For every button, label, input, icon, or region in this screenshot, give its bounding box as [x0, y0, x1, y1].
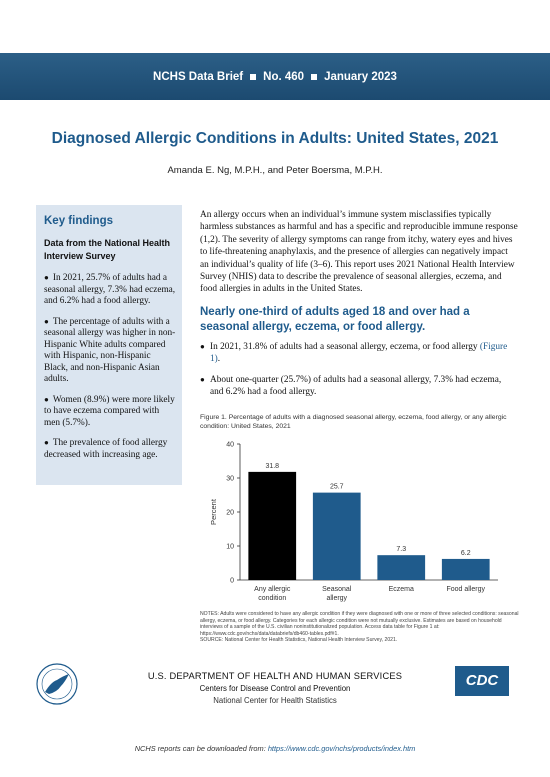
key-finding-item — [44, 437, 176, 461]
notes-text: NOTES: Adults were considered to have any allergic condition if they were diagnosed with one or more of three selected conditions: seasonal allergy, eczema, or food allergy. Categories for each allergic condition were not mutually exclusive. Estimates are based on household interviews of a sample of the U.S. civilian noninstitutionalized population. Access data table for Figure 1 at: https://www.cdc.gov/nchs/data/databriefs/db460-tables.pdf#1. — [200, 611, 519, 637]
figure-1-link[interactable]: (Figure 1) — [210, 342, 508, 365]
data-label: 7.3 — [396, 546, 407, 554]
key-finding-item — [44, 394, 176, 430]
y-tick-label: 40 — [226, 441, 234, 449]
banner-series: NCHS Data Brief — [153, 70, 244, 83]
key-finding-item — [44, 272, 176, 308]
finding-bullet — [200, 374, 510, 399]
key-findings-subheading: Data from the National Health Interview Survey — [44, 238, 171, 261]
bar — [313, 493, 361, 580]
nchs-name: National Center for Health Statistics — [213, 696, 337, 705]
figure-caption: Figure 1. Percentage of adults with a diagnosed seasonal allergy, eczema, food allergy, or any allergic condition: United States, 2021 — [200, 414, 507, 430]
key-finding-text: In 2021, 25.7% of adults had a seasonal allergy, 7.3% had eczema, and 6.2% had a food allergy. — [44, 273, 176, 306]
key-finding-text: The percentage of adults with a seasonal allergy was higher in non-Hispanic White adults compared with Hispanic, non-Hispanic Black, and non-Hispanic Asian adults. — [44, 316, 176, 384]
banner-text — [153, 71, 397, 83]
data-label: 6.2 — [460, 549, 471, 557]
bullet-tail: . — [217, 354, 221, 365]
section-heading: Nearly one-third of adults aged 18 and over had a seasonal allergy, eczema, or food allergy. — [200, 306, 470, 333]
download-text: NCHS reports can be downloaded from: — [134, 744, 266, 753]
cdc-name: Centers for Disease Control and Prevention — [199, 684, 351, 693]
x-tick-label: condition — [258, 595, 287, 602]
bullet-icon: ● — [200, 375, 205, 384]
bullet-text: In 2021, 31.8% of adults had a seasonal allergy, eczema, or food allergy — [210, 342, 478, 352]
cdc-logo-icon — [455, 666, 509, 696]
bullet-text: About one-quarter (25.7%) of adults had a seasonal allergy, 7.3% had eczema, and 6.2% had a food allergy. — [210, 375, 502, 398]
separator-square-icon — [311, 74, 317, 80]
banner-date: January 2023 — [324, 70, 397, 83]
bullet-icon: ● — [44, 394, 49, 404]
dept-name: U.S. DEPARTMENT OF HEALTH AND HUMAN SERVICES — [147, 671, 403, 681]
y-axis-label: Percent — [209, 499, 218, 525]
x-tick-label: Food allergy — [446, 586, 486, 593]
key-finding-text: The prevalence of food allergy decreased with increasing age. — [44, 438, 168, 460]
x-tick-label: allergy — [326, 595, 348, 602]
key-findings-heading: Key findings — [44, 215, 114, 227]
x-tick-label: Eczema — [388, 586, 414, 593]
y-tick-label: 10 — [226, 543, 234, 551]
bar — [377, 555, 425, 580]
key-finding-text: Women (8.9%) were more likely to have eczema compared with men (5.7%). — [44, 394, 175, 428]
report-authors: Amanda E. Ng, M.P.H., and Peter Boersma, M.P.H. — [167, 165, 383, 176]
bar-chart — [200, 436, 500, 606]
download-link[interactable]: https://www.cdc.gov/nchs/products/index.htm — [267, 744, 416, 753]
bullet-icon: ● — [44, 316, 49, 326]
cdc-logo-text: CDC — [465, 672, 499, 689]
bar — [442, 559, 490, 580]
report-banner — [0, 53, 550, 100]
finding-bullet — [200, 341, 510, 366]
y-tick-label: 20 — [226, 509, 234, 517]
y-tick-label: 0 — [230, 577, 234, 585]
y-tick-label: 30 — [226, 475, 234, 483]
bullet-icon: ● — [44, 438, 49, 447]
key-findings-sidebar — [36, 205, 182, 485]
intro-paragraph: An allergy occurs when an individual’s immune system misclassifies typically harmless substances as harmful and has a specific and reproducible immune response (1,2). The severity of allergy symptoms can range from itchy, watery eyes and hives to life-threatening anaphylaxis, and the presence of allergies can negatively impact an individual’s quality of life (3–6). This report uses 2021 National Health Interview Survey (NHIS) data to describe the prevalence of seasonal allergies, eczema, and food allergies in adults in the United States. — [200, 210, 518, 295]
key-finding-item — [44, 316, 176, 386]
data-label: 31.8 — [265, 462, 280, 470]
banner-number: No. 460 — [263, 70, 305, 83]
bullet-icon: ● — [44, 273, 49, 282]
report-title: Diagnosed Allergic Conditions in Adults: United States, 2021 — [51, 130, 499, 147]
download-note — [0, 744, 550, 753]
figure-notes — [200, 611, 522, 644]
data-label: 25.7 — [329, 483, 344, 491]
x-tick-label: Any allergic — [254, 586, 291, 593]
x-tick-label: Seasonal — [322, 586, 352, 593]
bar — [248, 472, 296, 580]
bullet-icon: ● — [200, 342, 205, 351]
notes-source: SOURCE: National Center for Health Statistics, National Health Interview Survey, 2021. — [200, 637, 398, 644]
separator-square-icon — [250, 74, 256, 80]
